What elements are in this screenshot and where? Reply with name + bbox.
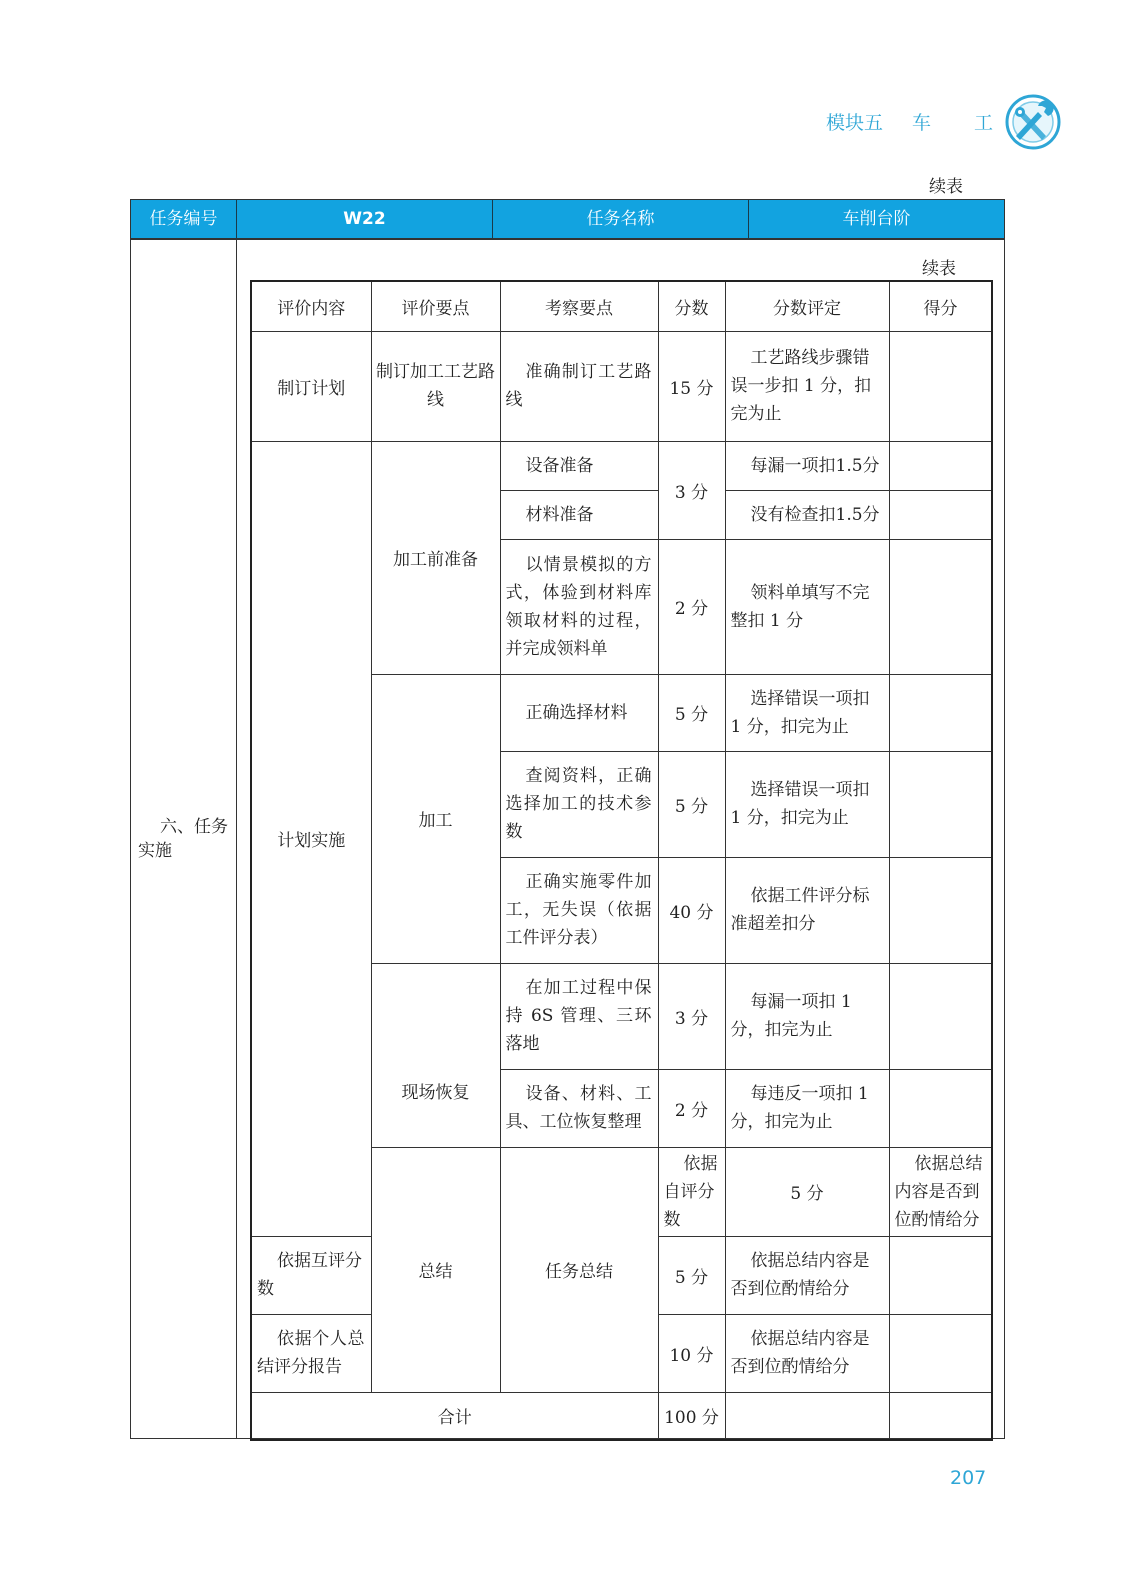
rule-cell: 依据工件评分标准超差扣分 [725,857,889,963]
header-cell: 评价要点 [371,281,500,331]
task-id-label: 任务编号 [131,200,237,239]
check-cell: 设备、材料、工具、工位恢复整理 [500,1069,658,1147]
content-cell: 计划实施 [251,441,371,1236]
check-cell: 以情景模拟的方式，体验到材料库领取材料的过程，并完成领料单 [500,539,658,674]
check-cell: 在加工过程中保持 6S 管理、三环落地 [500,963,658,1069]
total-row [251,1392,992,1440]
check-cell: 依据自评分数 [658,1147,725,1236]
earned-cell[interactable] [889,539,992,674]
content-cell: 制订计划 [251,331,371,441]
check-cell: 设备准备 [500,441,658,490]
score-cell: 3 分 [658,963,725,1069]
content-cell: 总结 [371,1147,500,1392]
rule-cell: 选择错误一项扣 1 分，扣完为止 [725,751,889,857]
earned-cell[interactable] [889,331,992,441]
continued-label: 续表 [929,177,963,197]
earned-cell[interactable] [889,857,992,963]
rule-cell: 每漏一项扣1.5分 [725,441,889,490]
header-cell: 考察要点 [500,281,658,331]
rule-cell: 领料单填写不完整扣 1 分 [725,539,889,674]
task-header-row [130,199,1005,240]
table-row [251,331,992,441]
rule-cell: 依据总结内容是否到位酌情给分 [889,1147,992,1236]
score-cell: 3 分 [658,441,725,539]
header-cell: 分数 [658,281,725,331]
header-cell: 得分 [889,281,992,331]
score-cell: 40 分 [658,857,725,963]
task-name-label: 任务名称 [493,200,749,239]
earned-cell[interactable] [889,1236,992,1314]
page-number: 207 [950,1467,987,1489]
check-cell: 正确实施零件加工，无失误（依据工件评分表） [500,857,658,963]
earned-cell[interactable] [889,751,992,857]
rule-cell: 每违反一项扣 1 分，扣完为止 [725,1069,889,1147]
score-cell: 5 分 [725,1147,889,1236]
total-score: 100 分 [658,1392,725,1440]
score-cell: 2 分 [658,539,725,674]
score-cell: 5 分 [658,751,725,857]
wrench-gear-icon [1002,92,1064,152]
point-cell: 现场恢复 [371,963,500,1147]
earned-cell[interactable] [889,1069,992,1147]
section-column [130,240,237,1439]
rule-cell: 每漏一项扣 1 分，扣完为止 [725,963,889,1069]
rule-cell: 依据总结内容是否到位酌情给分 [725,1236,889,1314]
rule-cell: 工艺路线步骤错误一步扣 1 分，扣完为止 [725,331,889,441]
check-cell: 材料准备 [500,490,658,539]
rule-cell: 依据总结内容是否到位酌情给分 [725,1314,889,1392]
score-cell: 15 分 [658,331,725,441]
point-cell: 加工前准备 [371,441,500,674]
total-earned-cell[interactable] [889,1392,992,1440]
earned-cell[interactable] [889,1314,992,1392]
total-rule-cell [725,1392,889,1440]
header-cell: 分数评定 [725,281,889,331]
task-id-value: W22 [237,200,493,239]
section-label-line-2: 实施 [138,841,172,861]
check-cell: 准确制订工艺路线 [500,331,658,441]
inner-continued-label: 续表 [922,259,956,279]
score-cell: 5 分 [658,1236,725,1314]
chapter-char-1: 车 [912,112,932,134]
section-label [138,815,234,863]
check-cell: 正确选择材料 [500,674,658,751]
earned-cell[interactable] [889,441,992,490]
table-row [251,441,992,490]
total-label: 合计 [251,1392,658,1440]
point-cell: 加工 [371,674,500,963]
rule-cell: 没有检查扣1.5分 [725,490,889,539]
table-header-row [251,281,992,331]
check-cell: 依据个人总结评分报告 [251,1314,371,1392]
section-label-line-1: 六、任务 [160,817,228,837]
check-cell: 依据互评分数 [251,1236,371,1314]
point-cell: 任务总结 [500,1147,658,1392]
earned-cell[interactable] [889,490,992,539]
score-cell: 10 分 [658,1314,725,1392]
chapter-char-2: 工 [974,112,994,134]
task-name-value: 车削台阶 [842,209,911,229]
point-cell: 制订加工工艺路线 [371,331,500,441]
earned-cell[interactable] [889,674,992,751]
module-title: 模块五 [826,112,884,134]
score-cell: 2 分 [658,1069,725,1147]
rule-cell: 选择错误一项扣 1 分，扣完为止 [725,674,889,751]
header-cell: 评价内容 [251,281,371,331]
grading-table [250,280,993,1441]
earned-cell[interactable] [889,963,992,1069]
score-cell: 5 分 [658,674,725,751]
check-cell: 查阅资料，正确选择加工的技术参数 [500,751,658,857]
